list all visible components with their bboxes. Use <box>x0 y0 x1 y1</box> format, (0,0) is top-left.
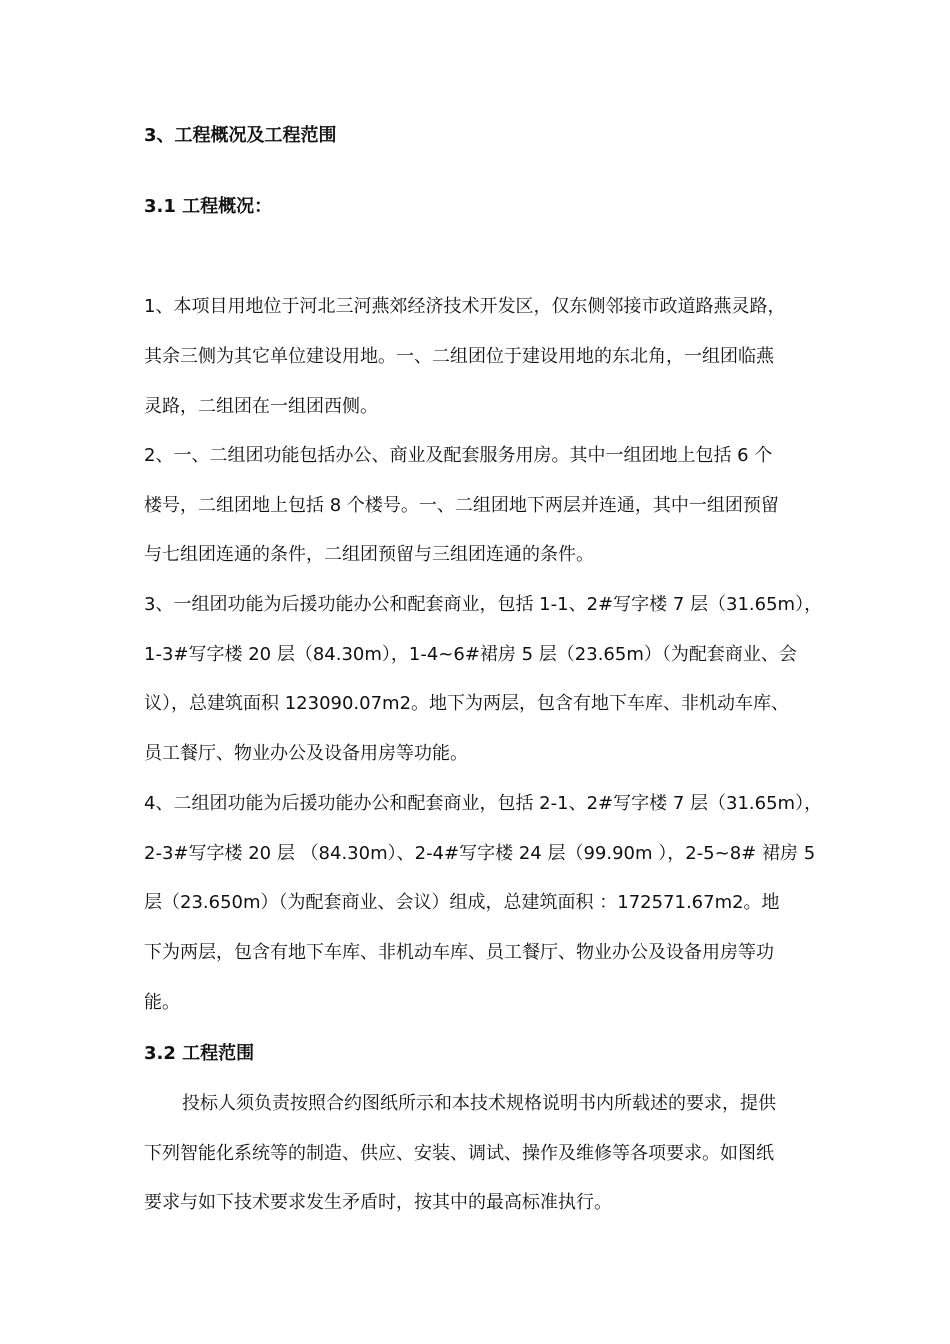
overview-line: 灵路，二组团在一组团西侧。 <box>144 396 378 417</box>
overview-line: 2-3#写字楼 20 层 （84.30m）、2-4#写字楼 24 层（99.90m ），2-5~8# 裙房 5 <box>144 843 816 864</box>
overview-line: 其余三侧为其它单位建设用地。一、二组团位于建设用地的东北角，一组团临燕 <box>144 346 774 367</box>
overview-line: 层（23.650m）（为配套商业、会议）组成，总建筑面积 ：172571.67m2。地 <box>144 892 780 913</box>
subsection-heading-overview: 3.1 工程概况： <box>144 196 273 217</box>
overview-line: 1、本项目用地位于河北三河燕郊经济技术开发区，仅东侧邻接市政道路燕灵路， <box>144 296 786 317</box>
overview-line: 3、一组团功能为后援功能办公和配套商业，包括 1-1、2#写字楼 7 层（31.65m）， <box>144 594 823 615</box>
subsection-heading-scope: 3.2 工程范围 <box>144 1043 255 1064</box>
section-heading: 3、工程概况及工程范围 <box>144 125 337 146</box>
scope-line: 要求与如下技术要求发生矛盾时，按其中的最高标准执行。 <box>144 1192 612 1213</box>
overview-line: 楼号，二组团地上包括 8 个楼号。一、二组团地下两层并连通，其中一组团预留 <box>144 495 779 516</box>
overview-line: 员工餐厅、物业办公及设备用房等功能。 <box>144 743 468 764</box>
overview-line: 能。 <box>144 992 180 1013</box>
overview-line: 议），总建筑面积 123090.07m2。地下为两层，包含有地下车库、非机动车库、 <box>144 693 790 714</box>
overview-line: 4、二组团功能为后援功能办公和配套商业，包括 2-1、2#写字楼 7 层（31.65m）， <box>144 793 823 814</box>
overview-line: 下为两层，包含有地下车库、非机动车库、员工餐厅、物业办公及设备用房等功 <box>144 942 774 963</box>
scope-line: 下列智能化系统等的制造、供应、安装、调试、操作及维修等各项要求。如图纸 <box>144 1143 774 1164</box>
overview-line: 1-3#写字楼 20 层（84.30m），1-4~6#裙房 5 层（23.65m）（为配套商业、会 <box>144 644 797 665</box>
overview-line: 与七组团连通的条件，二组团预留与三组团连通的条件。 <box>144 544 594 565</box>
overview-line: 2、一、二组团功能包括办公、商业及配套服务用房。其中一组团地上包括 6 个 <box>144 445 773 466</box>
scope-line: 投标人须负责按照合约图纸所示和本技术规格说明书内所载述的要求，提供 <box>182 1093 776 1114</box>
